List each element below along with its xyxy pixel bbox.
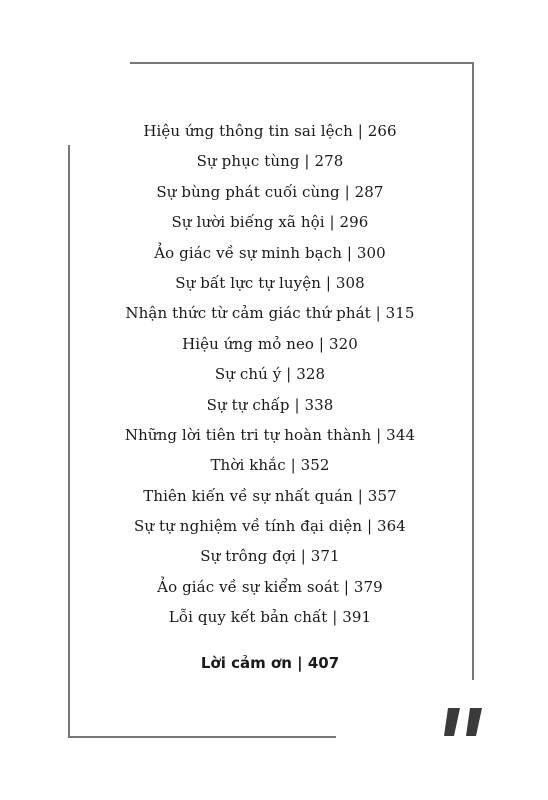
toc-entry: Hiệu ứng mỏ neo | 320: [182, 334, 358, 353]
toc-entry: Ảo giác về sự minh bạch | 300: [154, 243, 386, 262]
toc-entry: Thời khắc | 352: [210, 456, 330, 475]
toc-entry: Nhận thức từ cảm giác thứ phát | 315: [125, 304, 415, 323]
toc-acknowledgements-entry: Lời cảm ơn | 407: [200, 654, 340, 672]
toc-entry: Sự trông đợi | 371: [200, 547, 340, 566]
toc-entry: Sự bùng phát cuối cùng | 287: [156, 182, 384, 201]
toc-entry: Sự bất lực tự luyện | 308: [175, 273, 365, 292]
toc-entry: Sự chú ý | 328: [214, 365, 326, 384]
toc-entry: Sự phục tùng | 278: [196, 152, 344, 171]
table-of-contents: [70, 116, 470, 633]
quote-mark-left-stroke: [444, 708, 460, 736]
quote-mark-right-stroke: [466, 708, 482, 736]
toc-entry: Những lời tiên tri tự hoàn thành | 344: [124, 425, 416, 444]
frame-top-line: [130, 62, 474, 64]
toc-entry: Hiệu ứng thông tin sai lệch | 266: [143, 122, 397, 140]
toc-entry: Thiên kiến về sự nhất quán | 357: [143, 486, 397, 505]
frame-right-line: [472, 62, 474, 680]
frame-bottom-line: [68, 736, 336, 738]
toc-entry: Sự tự nghiệm về tính đại diện | 364: [134, 517, 406, 536]
toc-entry: Ảo giác về sự kiểm soát | 379: [157, 577, 383, 596]
toc-entry: Sự tự chấp | 338: [206, 395, 334, 414]
toc-entry: Lỗi quy kết bản chất | 391: [168, 608, 372, 627]
toc-entry: Sự lười biếng xã hội | 296: [171, 213, 369, 232]
closing-quote-icon: [440, 690, 500, 750]
